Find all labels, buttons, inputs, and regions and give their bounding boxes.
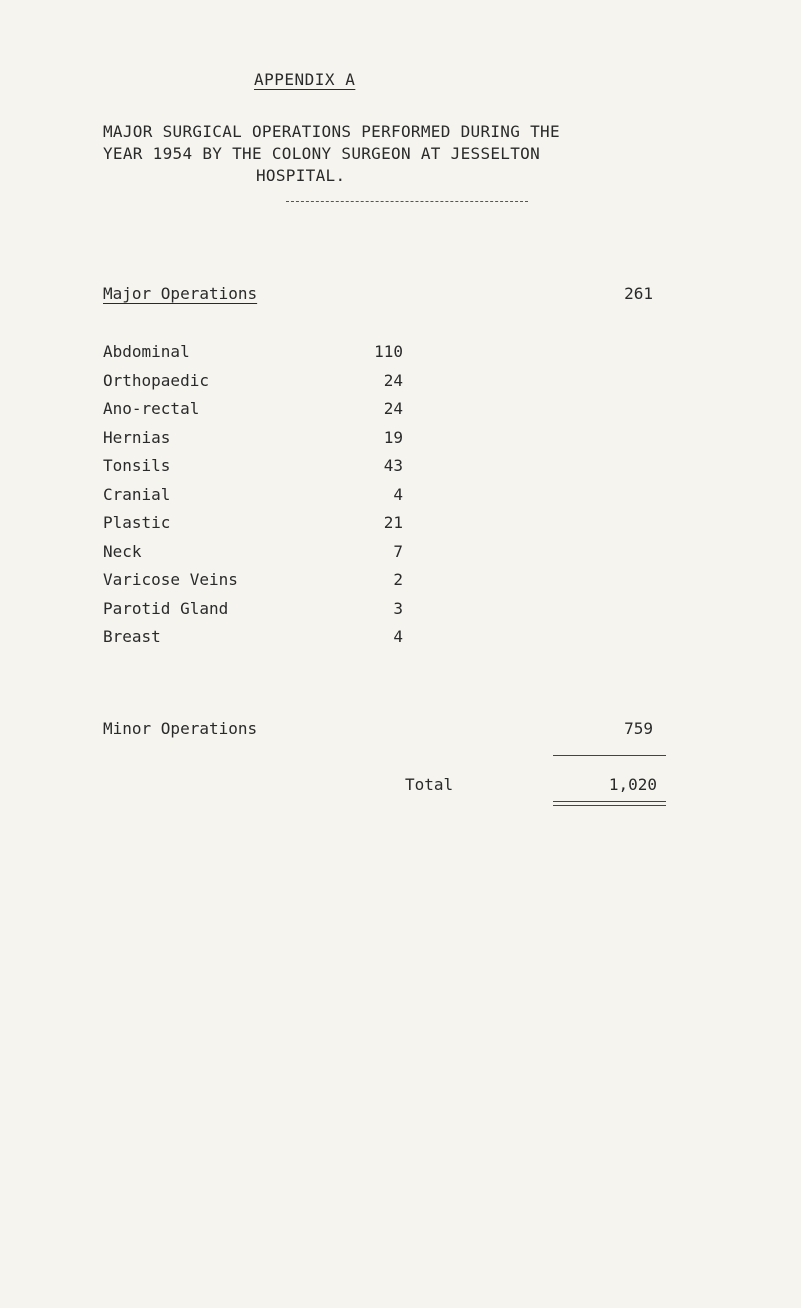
list-item (103, 456, 403, 485)
operation-count: 3 (393, 598, 403, 618)
grand-total-value: 1,020 (608, 775, 657, 794)
operation-count: 24 (383, 399, 403, 418)
operation-label: Tonsils (103, 456, 171, 475)
double-underline (553, 801, 666, 806)
operation-label: Cranial (103, 484, 171, 504)
operation-count: 21 (383, 513, 403, 532)
list-item (103, 542, 403, 571)
operation-count: 2 (393, 570, 403, 589)
heading-line-3: HOSPITAL. (256, 166, 346, 185)
operation-count: 43 (383, 456, 403, 475)
major-operations-title: Major Operations (103, 284, 258, 303)
operation-count: 4 (393, 484, 403, 504)
operation-label: Abdominal (103, 342, 190, 361)
list-item (103, 627, 403, 656)
list-item (103, 570, 403, 599)
minor-operations-label: Minor Operations (103, 719, 258, 738)
heading-line-1: MAJOR SURGICAL OPERATIONS PERFORMED DURING THE (103, 122, 560, 141)
grand-total-label: Total (405, 775, 454, 794)
list-item (103, 599, 403, 628)
operation-count: 7 (393, 541, 403, 561)
dashed-divider (286, 201, 528, 202)
operation-count: 24 (383, 370, 403, 390)
sum-rule (553, 755, 666, 756)
operation-label: Orthopaedic (103, 370, 209, 390)
operation-count: 110 (374, 342, 403, 361)
list-item (103, 485, 403, 514)
major-operations-list (103, 342, 403, 656)
appendix-title: APPENDIX A (254, 70, 356, 89)
operation-label: Hernias (103, 427, 171, 447)
operation-label: Varicose Veins (103, 570, 238, 589)
operation-count: 4 (393, 627, 403, 646)
document-heading (103, 121, 703, 187)
list-item (103, 399, 403, 428)
list-item (103, 342, 403, 371)
operation-label: Breast (103, 627, 161, 646)
operation-label: Neck (103, 541, 142, 561)
operation-count: 19 (383, 427, 403, 447)
operation-label: Parotid Gland (103, 598, 229, 618)
list-item (103, 371, 403, 400)
list-item (103, 428, 403, 457)
list-item (103, 513, 403, 542)
operation-label: Ano-rectal (103, 399, 200, 418)
minor-operations-count: 759 (624, 719, 653, 738)
operation-label: Plastic (103, 513, 171, 532)
major-operations-total: 261 (624, 284, 653, 303)
heading-line-2: YEAR 1954 BY THE COLONY SURGEON AT JESSELTON (103, 144, 541, 163)
